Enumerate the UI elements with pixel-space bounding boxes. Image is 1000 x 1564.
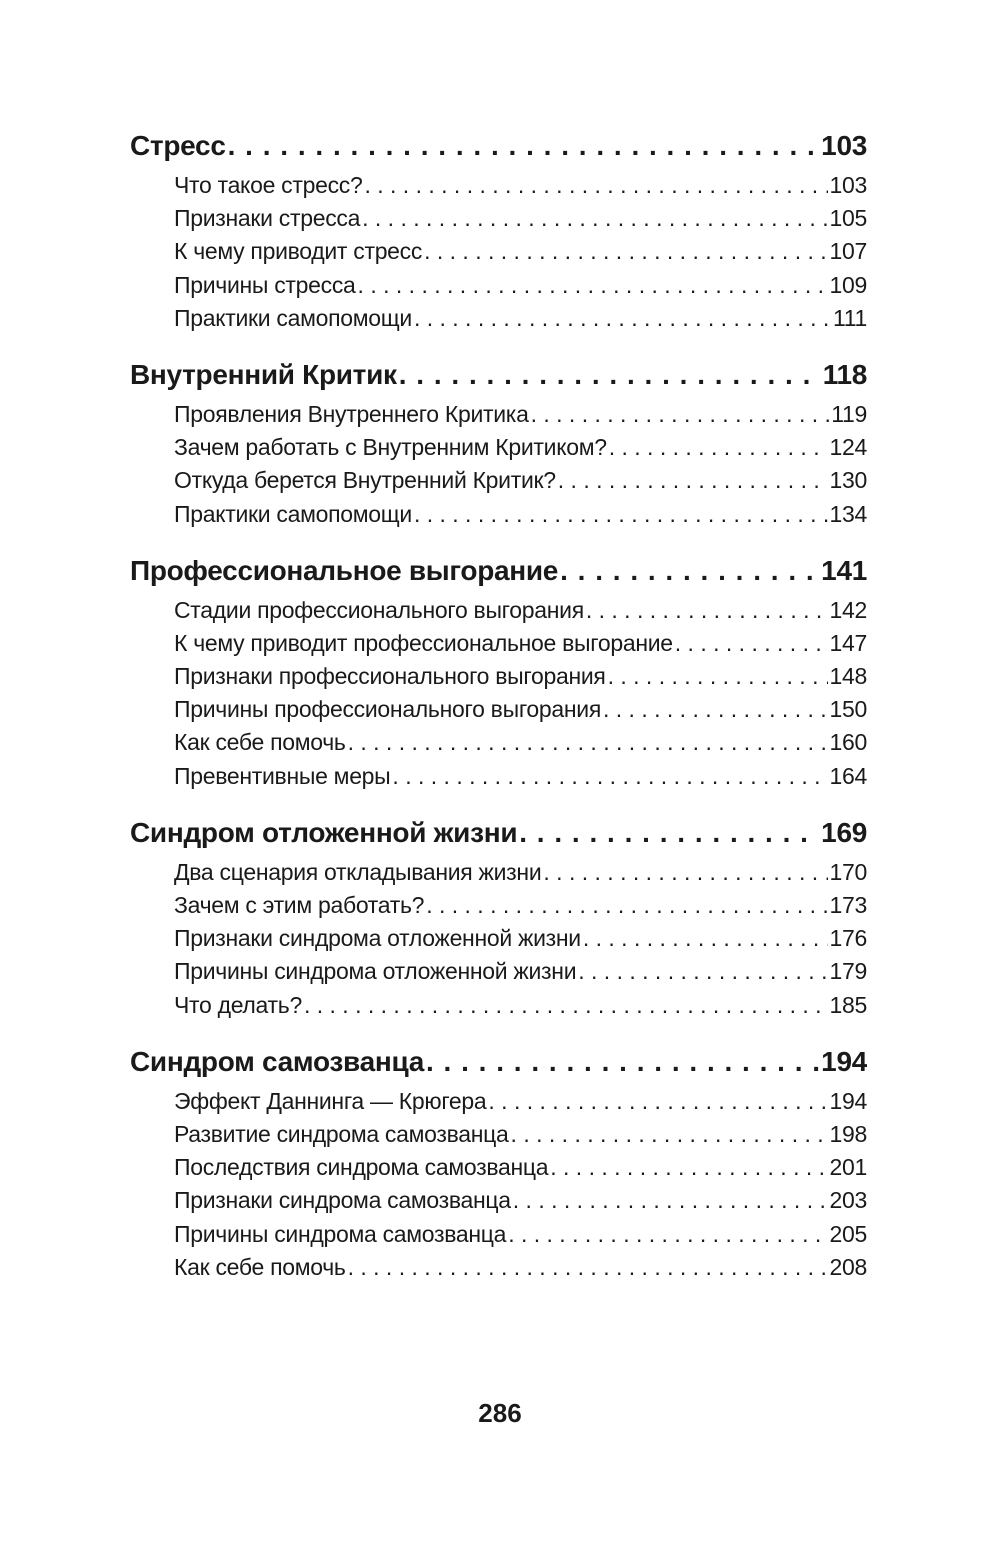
toc-entry[interactable] (130, 169, 867, 202)
dot-leader (586, 594, 828, 627)
entry-page: 185 (829, 991, 867, 1018)
toc-entry[interactable] (130, 856, 867, 889)
entry-title: Превентивные меры (174, 762, 391, 789)
toc-entry[interactable] (130, 1251, 867, 1284)
dot-leader (362, 202, 827, 235)
dot-leader (511, 1118, 828, 1151)
toc-section (130, 355, 867, 531)
toc-entry[interactable] (130, 693, 867, 726)
dot-leader (531, 398, 830, 431)
entry-title: Что такое стресс? (174, 172, 363, 198)
chapter-page: 141 (821, 554, 867, 586)
dot-leader (304, 989, 828, 1022)
entry-page: 164 (829, 762, 867, 789)
chapter-title: Внутренний Критик (130, 358, 397, 390)
entry-page: 111 (832, 304, 867, 331)
entry-page: 179 (829, 958, 867, 985)
entry-page: 173 (829, 892, 867, 918)
entry-page: 105 (829, 205, 867, 232)
entry-page: 148 (829, 663, 867, 690)
entry-title: Практики самопомощи (174, 500, 412, 527)
toc-entry[interactable] (130, 398, 867, 431)
dot-leader (414, 498, 828, 531)
dot-leader (426, 1042, 819, 1082)
entry-title: Причины профессионального выгорания (174, 696, 601, 723)
entry-page: 176 (829, 925, 867, 952)
entry-title: К чему приводит профессиональное выгорание (174, 629, 673, 656)
dot-leader (608, 660, 828, 693)
entry-title: Последствия синдрома самозванца (174, 1154, 549, 1181)
entry-title: Стадии профессионального выгорания (174, 596, 584, 623)
toc-entry[interactable] (130, 1184, 867, 1217)
entry-title: Причины стресса (174, 271, 356, 298)
dot-leader (414, 302, 831, 335)
entry-page: 160 (829, 729, 867, 756)
toc-entry[interactable] (130, 989, 867, 1022)
entry-title: Развитие синдрома самозванца (174, 1120, 509, 1147)
dot-leader (603, 693, 828, 726)
dot-leader (550, 1151, 827, 1184)
entry-title: Причины синдрома самозванца (174, 1220, 507, 1247)
entry-title: Как себе помочь (174, 1253, 346, 1280)
toc-entry[interactable] (130, 1218, 867, 1251)
dot-leader (348, 726, 828, 759)
entry-title: Признаки синдрома самозванца (174, 1187, 511, 1214)
toc-entry[interactable] (130, 760, 867, 793)
dot-leader (399, 355, 821, 395)
toc-entry[interactable] (130, 922, 867, 955)
chapter-title: Профессиональное выгорание (130, 554, 559, 586)
entry-page: 107 (829, 238, 867, 265)
entry-title: Проявления Внутреннего Критика (174, 400, 529, 427)
toc-chapter[interactable] (130, 551, 867, 591)
entry-page: 205 (829, 1220, 867, 1247)
entry-page: 103 (829, 172, 867, 198)
entry-title: Как себе помочь (174, 729, 346, 756)
dot-leader (560, 551, 819, 591)
toc-entry[interactable] (130, 627, 867, 660)
entry-page: 134 (829, 500, 867, 527)
toc-chapter[interactable] (130, 355, 867, 395)
entry-title: Признаки стресса (174, 205, 361, 232)
chapter-title: Синдром отложенной жизни (130, 816, 518, 848)
toc-entry[interactable] (130, 594, 867, 627)
entry-page: 147 (829, 629, 867, 656)
toc-section (130, 813, 867, 1022)
toc-entry[interactable] (130, 269, 867, 302)
toc-section (130, 126, 867, 335)
entry-title: Эффект Даннинга — Крюгера (174, 1087, 487, 1114)
toc-entry[interactable] (130, 235, 867, 268)
entry-page: 130 (829, 467, 867, 494)
entry-title: К чему приводит стресс (174, 238, 423, 265)
entry-title: Откуда берется Внутренний Критик? (174, 467, 556, 494)
dot-leader (609, 431, 828, 464)
dot-leader (364, 169, 827, 202)
dot-leader (488, 1085, 827, 1118)
chapter-page: 118 (822, 358, 867, 390)
dot-leader (426, 889, 827, 922)
dot-leader (578, 955, 827, 988)
entry-page: 142 (829, 596, 867, 623)
entry-page: 203 (829, 1187, 867, 1214)
toc-entry[interactable] (130, 955, 867, 988)
table-of-contents (130, 126, 867, 1304)
chapter-title: Стресс (130, 130, 226, 161)
dot-leader (348, 1251, 828, 1284)
toc-chapter[interactable] (130, 126, 867, 166)
toc-entry[interactable] (130, 498, 867, 531)
toc-entry[interactable] (130, 202, 867, 235)
entry-title: Два сценария откладывания жизни (174, 858, 542, 885)
entry-page: 109 (829, 271, 867, 298)
dot-leader (424, 235, 827, 268)
entry-title: Признаки синдрома отложенной жизни (174, 925, 581, 952)
entry-page: 198 (829, 1120, 867, 1147)
entry-page: 208 (829, 1253, 867, 1280)
toc-chapter[interactable] (130, 1042, 867, 1082)
page-number: 286 (478, 1398, 522, 1428)
toc-entry[interactable] (130, 464, 867, 497)
entry-page: 170 (829, 858, 867, 885)
toc-entry[interactable] (130, 1085, 867, 1118)
dot-leader (543, 856, 827, 889)
entry-title: Зачем работать с Внутренним Критиком? (174, 434, 607, 461)
dot-leader (392, 760, 827, 793)
entry-title: Практики самопомощи (174, 304, 412, 331)
dot-leader (675, 627, 828, 660)
chapter-title: Синдром самозванца (130, 1045, 424, 1077)
toc-section (130, 551, 867, 793)
dot-leader (558, 464, 828, 497)
entry-title: Причины синдрома отложенной жизни (174, 958, 577, 985)
entry-page: 194 (829, 1087, 867, 1114)
entry-page: 124 (829, 434, 867, 461)
toc-chapter[interactable] (130, 813, 867, 853)
toc-entry[interactable] (130, 889, 867, 922)
chapter-page: 169 (821, 816, 867, 848)
toc-entry[interactable] (130, 726, 867, 759)
dot-leader (513, 1184, 828, 1217)
dot-leader (228, 126, 820, 166)
toc-entry[interactable] (130, 660, 867, 693)
entry-page: 119 (831, 400, 867, 427)
toc-entry[interactable] (130, 1151, 867, 1184)
chapter-page: 103 (821, 130, 867, 161)
entry-title: Зачем с этим работать? (174, 892, 425, 918)
entry-page: 201 (829, 1154, 867, 1181)
dot-leader (583, 922, 828, 955)
toc-section (130, 1042, 867, 1284)
entry-page: 150 (829, 696, 867, 723)
entry-title: Признаки профессионального выгорания (174, 663, 606, 690)
dot-leader (508, 1218, 827, 1251)
toc-entry[interactable] (130, 1118, 867, 1151)
entry-title: Что делать? (174, 991, 302, 1018)
toc-entry[interactable] (130, 431, 867, 464)
toc-entry[interactable] (130, 302, 867, 335)
dot-leader (358, 269, 828, 302)
chapter-page: 194 (821, 1045, 867, 1077)
dot-leader (519, 813, 819, 853)
